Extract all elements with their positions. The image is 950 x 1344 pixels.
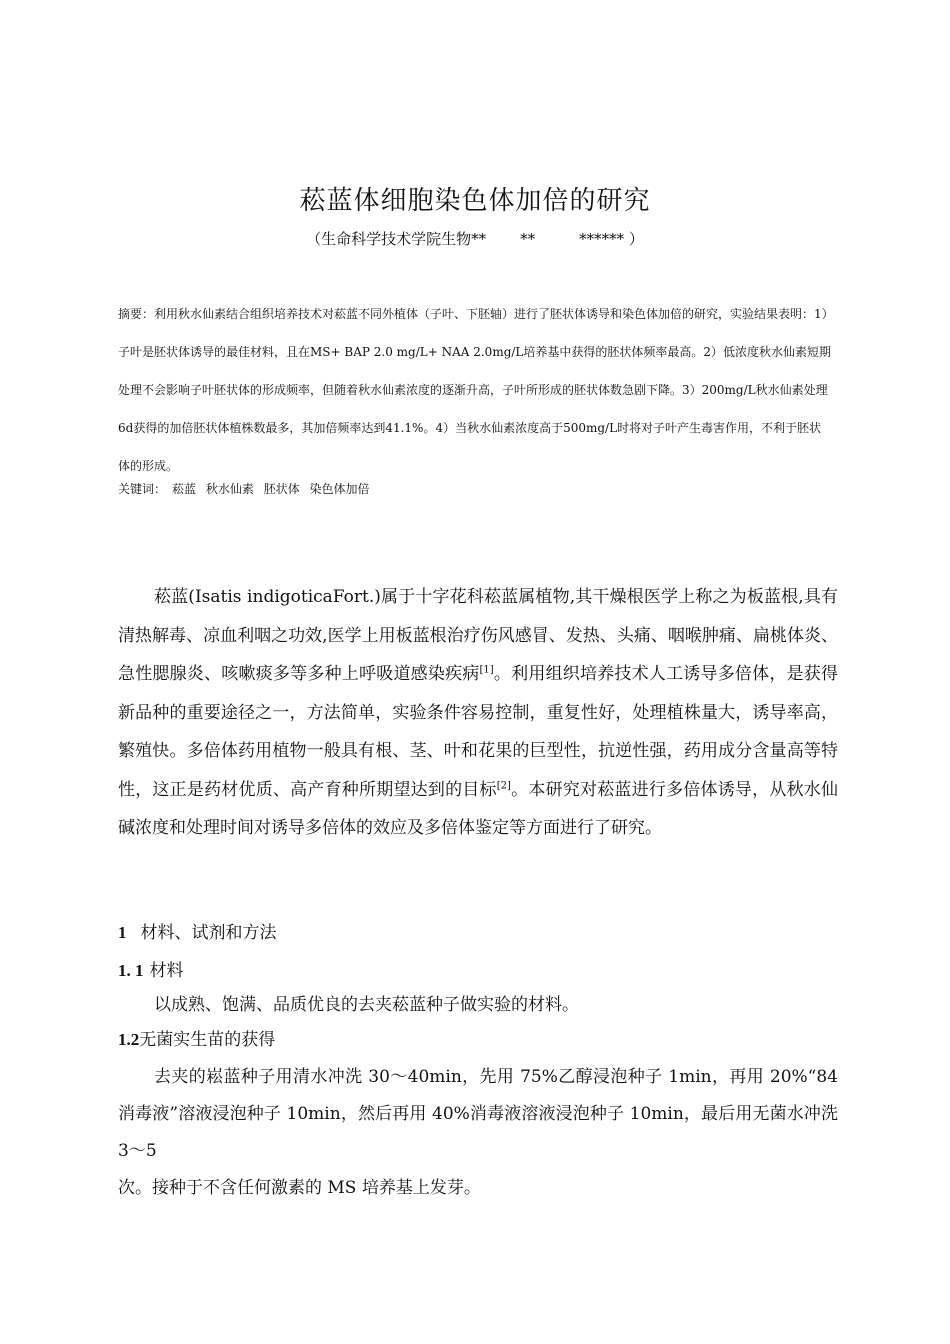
section-heading-1-2 — [118, 1025, 275, 1050]
section-title: 材料、试剂和方法 — [140, 923, 277, 943]
sterile-text-2: 次。接种于不含任何激素的 MS 培养基上发芽。 — [118, 1178, 481, 1198]
section-title: 无菌实生苗的获得 — [139, 1030, 276, 1050]
author-affiliation: （生命科学技术学院生物** — [306, 230, 487, 248]
abstract-text: 摘要：利用秋水仙素结合组织培养技术对菘蓝不同外植体（子叶、下胚轴）进行了胚状体诱导和染色体加倍的研究，实验结果表明：1）子叶是胚状体诱导的最佳材料，且在MS+ BAP 2.0 mg/L+ NAA 2.0mg/L培养基中获得的胚状体频率最高。2）低浓度秋水仙素短期处理不会影响子叶胚状体的形成频率，但随着秋水仙素浓度的逐渐升高，子叶所形成的胚状体数急剧下降。3）200mg/L秋水仙素处理6d获得的加倍胚状体植株数最多，其加倍频率达到41.1%。4）当秋水仙素浓度高于500mg/L时将对子叶产生毒害作用，不利于胚状体的形成。 — [118, 307, 832, 473]
section-heading-1-1 — [118, 956, 184, 981]
sterile-text-1: 去夹的崧蓝种子用清水冲洗 30～40min，先用 75%乙醇浸泡种子 1min，再用 20%“84 消毒液”溶液浸泡种子 10min，然后再用 40%消毒液溶液浸泡种子 10min，最后用无菌水冲洗 3～5 — [118, 1067, 838, 1161]
section-heading-1 — [118, 918, 277, 943]
keyword: 秋水仙素 — [205, 482, 254, 496]
abstract — [118, 295, 832, 485]
section-number: 1. 1 — [118, 961, 144, 980]
keyword: 胚状体 — [263, 482, 300, 496]
paper-title: 菘蓝体细胞染色体加倍的研究 — [299, 186, 651, 216]
citation-2: [2] — [496, 779, 511, 791]
materials-paragraph: 以成熟、饱满、品质优良的去夹菘蓝种子做实验的材料。 — [154, 995, 579, 1015]
author-name-3: ****** ） — [579, 230, 644, 248]
keywords — [118, 480, 832, 497]
intro-text-2: 。利用组织培养技术人工诱导多倍体，是获得新品种的重要途径之一，方法简单，实验条件容易控制，重复性好，处理植株量大，诱导率高，繁殖快。多倍体药用植物一般具有根、茎、叶和花果的巨型性，抗逆性强，药用成分含量高等特性，这正是药材优质、高产育种所期望达到的目标 — [118, 664, 839, 800]
keyword: 菘蓝 — [172, 482, 197, 496]
section-number: 1 — [118, 923, 127, 942]
keywords-label: 关键词： — [118, 482, 167, 496]
author-name-2: ** — [520, 230, 536, 248]
intro-paragraph — [118, 578, 838, 848]
author-line — [0, 228, 950, 249]
sterile-seedling-paragraph — [118, 1059, 838, 1207]
section-number: 1.2 — [118, 1030, 140, 1049]
section-title: 材料 — [149, 961, 184, 981]
intro-text-3: 。本研究对菘蓝进行多倍体诱导，从秋水仙碱浓度和处理时间对诱导多倍体的效应及多倍体鉴定等方面进行了研究。 — [118, 779, 839, 838]
intro-text-1: 菘蓝(Isatis indigoticaFort.)属于十字花科菘蓝属植物,其干燥根医学上称之为板蓝根,具有清热解毒、凉血利咽之功效,医学上用板蓝根治疗伤风感冒、发热、头痛、咽喉肿痛、扁桃体炎、急性腮腺炎、咳嗽痰多等多种上呼吸道感染疾病 — [118, 587, 838, 684]
citation-1: [1] — [479, 664, 494, 676]
keyword: 染色体加倍 — [309, 482, 370, 496]
